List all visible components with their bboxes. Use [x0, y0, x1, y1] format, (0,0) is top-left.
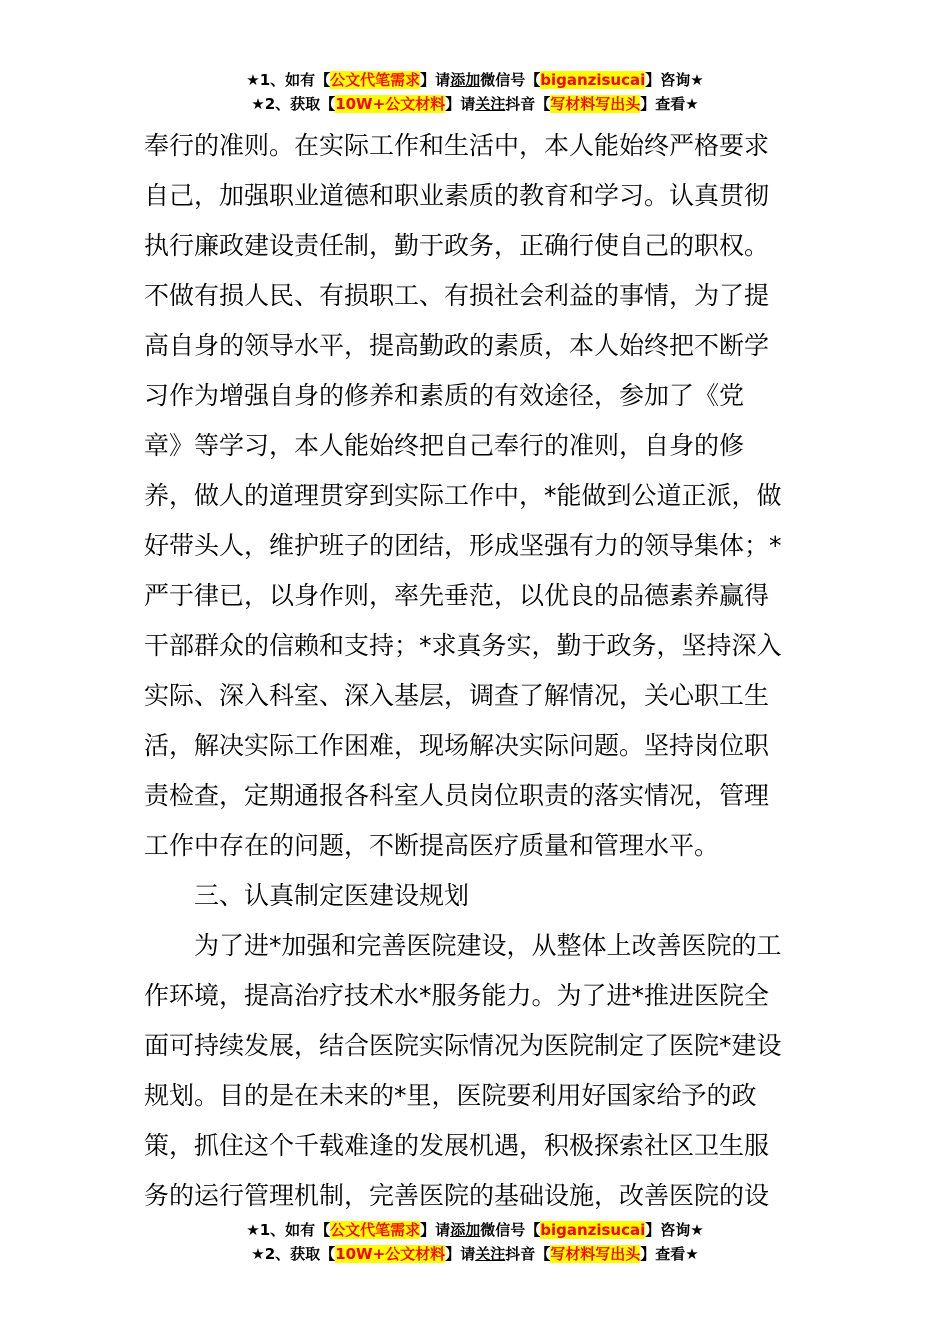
text-line: 工作中存在的问题，不断提高医疗质量和管理水平。 [144, 831, 720, 860]
banner-line-2: ★2、获取【10W+公文材料】请关注抖音【写材料写出头】查看★ [251, 1245, 699, 1263]
text-line: 务的运行管理机制，完善医院的基础设施，改善医院的设 [144, 1181, 770, 1210]
text-line: 高自身的领导水平，提高勤政的素质，本人始终把不断学 [144, 331, 770, 360]
text-line: 干部群众的信赖和支持；*求真务实，勤于政务，坚持深入 [144, 631, 782, 660]
document-body [144, 121, 810, 1221]
text-line: 为了进*加强和完善医院建设，从整体上改善医院的工 [194, 931, 782, 960]
text-line: 自己，加强职业道德和职业素质的教育和学习。认真贯彻 [144, 181, 770, 210]
banner-line-2: ★2、获取【10W+公文材料】请关注抖音【写材料写出头】查看★ [251, 95, 699, 113]
banner-highlight-wechat-id: biganzisucai [540, 71, 646, 89]
banner-highlight-service: 公文代笔需求 [330, 71, 421, 89]
text-line: 严于律已，以身作则，率先垂范，以优良的品德素养赢得 [144, 581, 770, 610]
text-line: 不做有损人民、有损职工、有损社会利益的事情，为了提 [144, 281, 770, 310]
text-line: 面可持续发展，结合医院实际情况为医院制定了医院*建设 [144, 1031, 782, 1060]
paragraph-1 [144, 121, 810, 871]
text-line: 养，做人的道理贯穿到实际工作中，*能做到公道正派，做 [144, 481, 782, 510]
text-line: 实际、深入科室、深入基层，调查了解情况，关心职工生 [144, 681, 770, 710]
banner-highlight-wechat-id: biganzisucai [540, 1221, 646, 1239]
section-heading: 三、认真制定医建设规划 [194, 881, 470, 910]
banner-highlight-douyin: 写材料写出头 [550, 1245, 641, 1263]
text-line: 作环境，提高治疗技术水*服务能力。为了进*推进医院全 [144, 981, 770, 1010]
banner-highlight-materials: 10W+公文材料 [335, 1245, 446, 1263]
text-line: 活，解决实际工作困难，现场解决实际问题。坚持岗位职 [144, 731, 770, 760]
text-line: 规划。目的是在未来的*里，医院要利用好国家给予的政 [144, 1081, 757, 1110]
text-line: 习作为增强自身的修养和素质的有效途径，参加了《党 [144, 381, 745, 410]
banner-highlight-service: 公文代笔需求 [330, 1221, 421, 1239]
text-line: 责检查，定期通报各科室人员岗位职责的落实情况，管理 [144, 781, 770, 810]
footer-banner [0, 1218, 950, 1266]
paragraph-2 [144, 921, 810, 1221]
text-line: 奉行的准则。在实际工作和生活中，本人能始终严格要求 [144, 131, 770, 160]
banner-line-1: ★1、如有【公文代笔需求】请添加微信号【biganzisucai】咨询★ [246, 1221, 704, 1239]
text-line: 章》等学习，本人能始终把自己奉行的准则，自身的修 [144, 431, 745, 460]
banner-highlight-materials: 10W+公文材料 [335, 95, 446, 113]
text-line: 执行廉政建设责任制，勤于政务，正确行使自己的职权。 [144, 231, 770, 260]
banner-highlight-douyin: 写材料写出头 [550, 95, 641, 113]
header-banner [0, 68, 950, 116]
banner-line-1: ★1、如有【公文代笔需求】请添加微信号【biganzisucai】咨询★ [246, 71, 704, 89]
text-line: 好带头人，维护班子的团结，形成坚强有力的领导集体；* [144, 531, 782, 560]
text-line: 策，抓住这个千载难逢的发展机遇，积极探索社区卫生服 [144, 1131, 770, 1160]
